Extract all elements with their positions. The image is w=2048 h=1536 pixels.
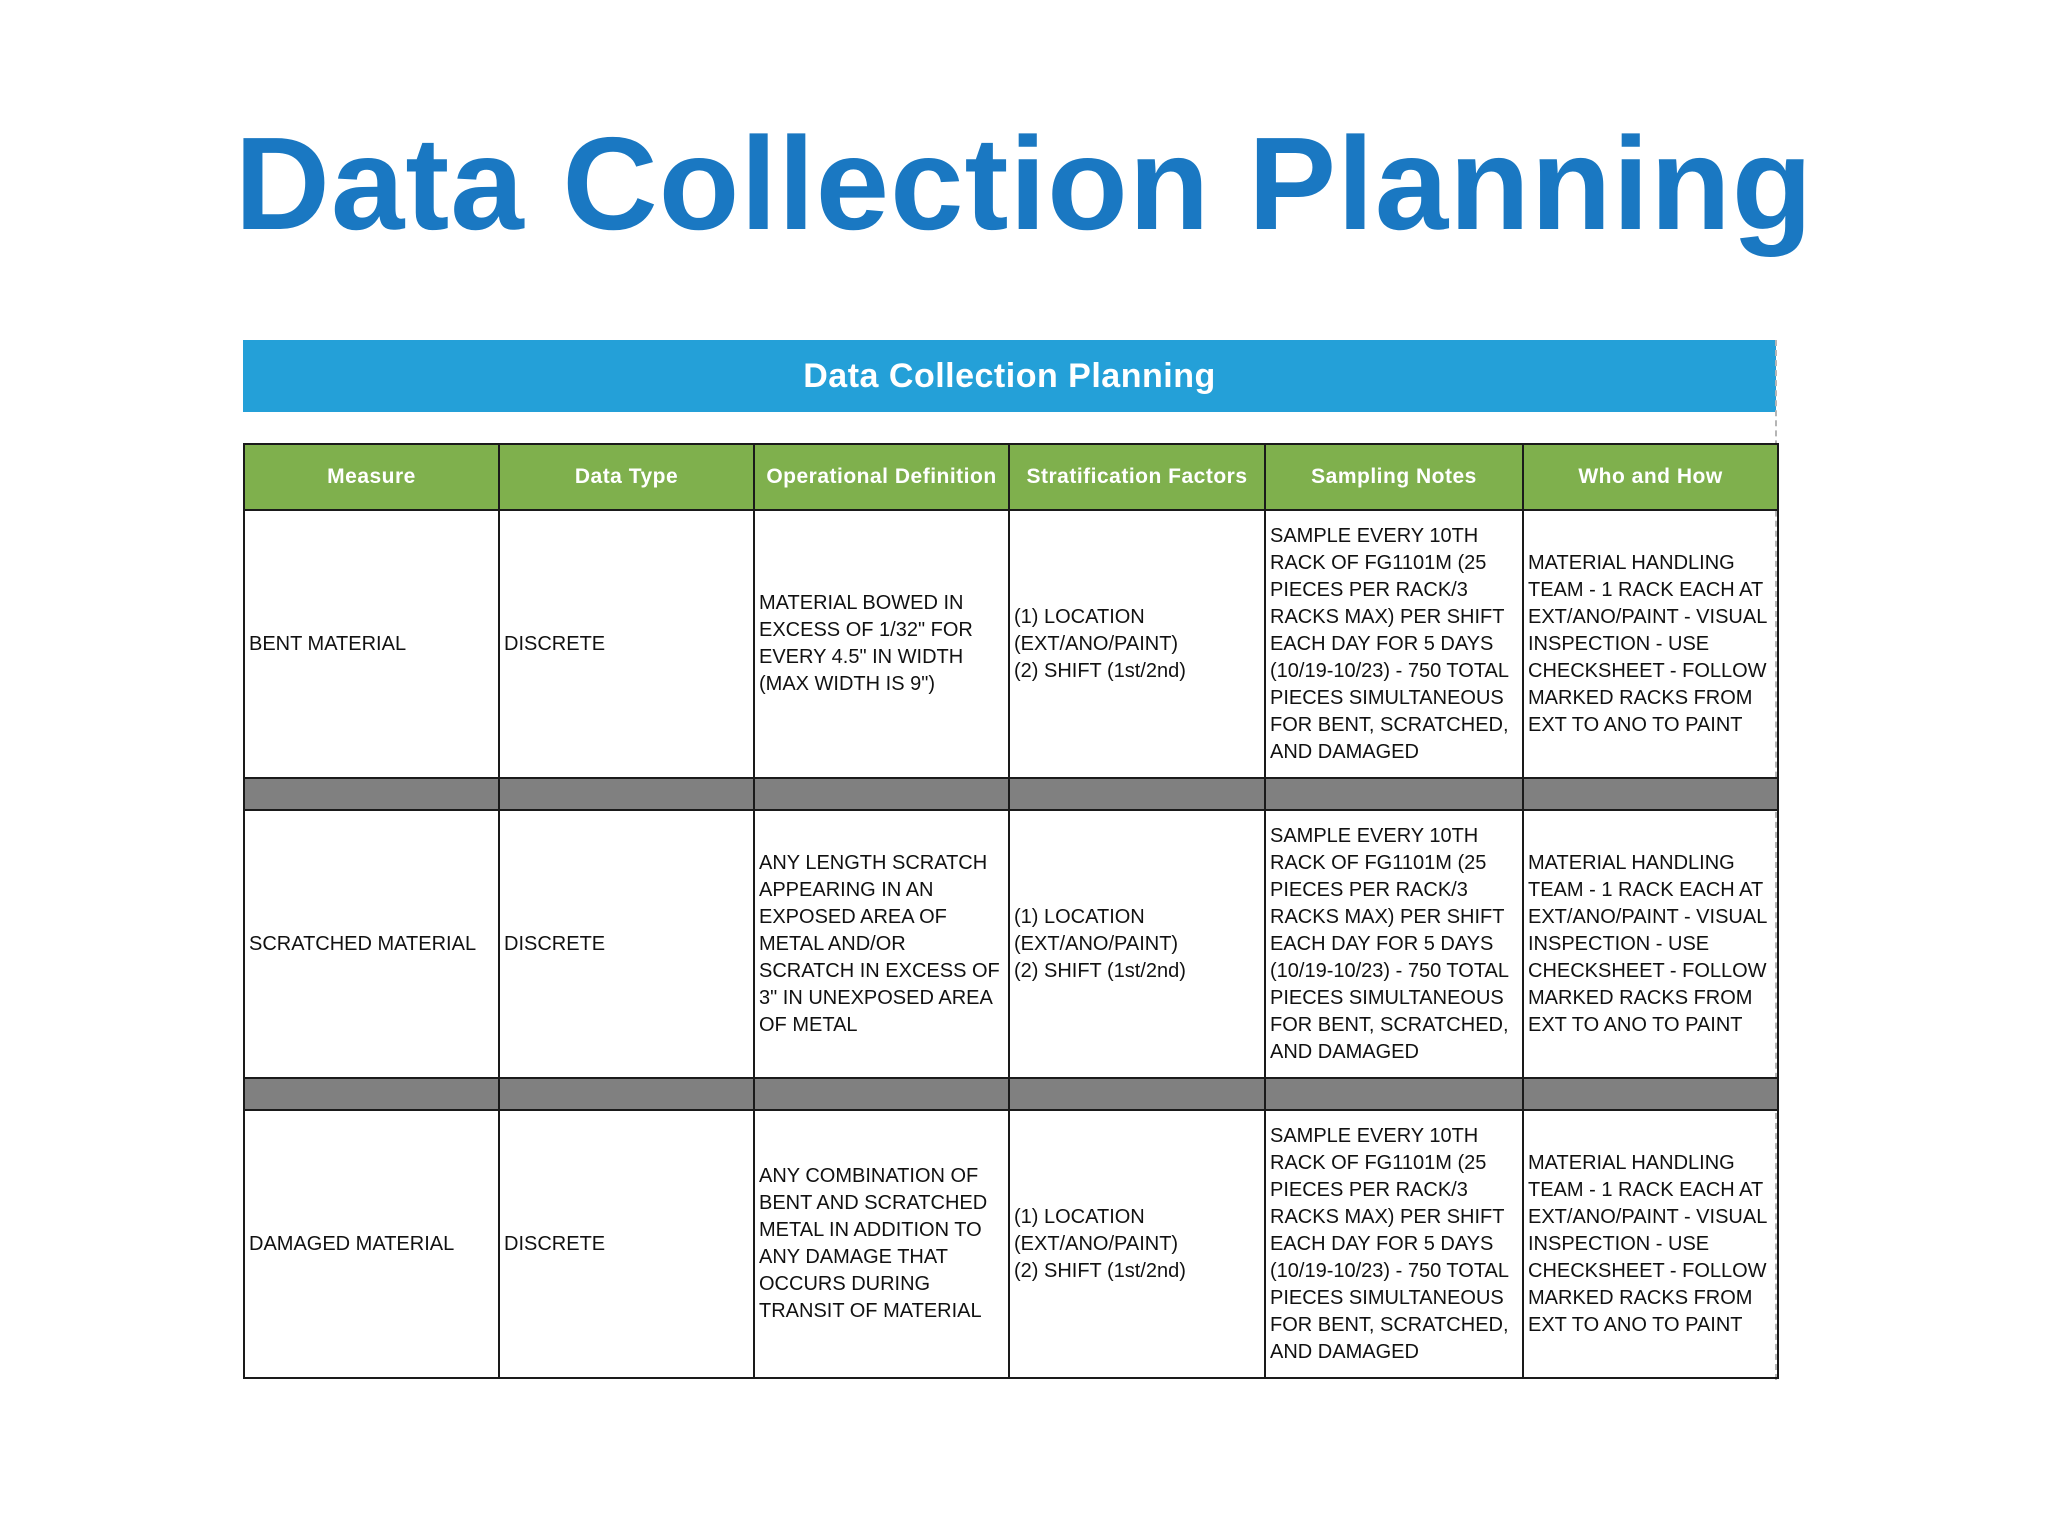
cell-data-type: DISCRETE	[499, 1110, 754, 1378]
cell-operational-definition: ANY LENGTH SCRATCH APPEARING IN AN EXPOSED AREA OF METAL AND/OR SCRATCH IN EXCESS OF 3" IN UNEXPOSED AREA OF METAL	[754, 810, 1009, 1078]
header-operational-definition: Operational Definition	[754, 444, 1009, 510]
cell-operational-definition: ANY COMBINATION OF BENT AND SCRATCHED METAL IN ADDITION TO ANY DAMAGE THAT OCCURS DURING TRANSIT OF MATERIAL	[754, 1110, 1009, 1378]
header-measure: Measure	[244, 444, 499, 510]
table-header-row	[244, 444, 1778, 510]
cell-data-type: DISCRETE	[499, 810, 754, 1078]
cell-who-and-how: MATERIAL HANDLING TEAM - 1 RACK EACH AT EXT/ANO/PAINT - VISUAL INSPECTION - USE CHECKSHEET - FOLLOW MARKED RACKS FROM EXT TO ANO TO PAINT	[1523, 510, 1778, 778]
data-collection-table	[243, 443, 1779, 1379]
cell-sampling-notes: SAMPLE EVERY 10TH RACK OF FG1101M (25 PIECES PER RACK/3 RACKS MAX) PER SHIFT EACH DAY FOR 5 DAYS (10/19-10/23) - 750 TOTAL PIECES SIMULTANEOUS FOR BENT, SCRATCHED, AND DAMAGED	[1265, 810, 1523, 1078]
cell-measure: BENT MATERIAL	[244, 510, 499, 778]
header-stratification-factors: Stratification Factors	[1009, 444, 1265, 510]
cell-operational-definition: MATERIAL BOWED IN EXCESS OF 1/32" FOR EVERY 4.5" IN WIDTH (MAX WIDTH IS 9")	[754, 510, 1009, 778]
header-who-and-how: Who and How	[1523, 444, 1778, 510]
separator-row	[244, 778, 1778, 810]
table-banner: Data Collection Planning	[243, 340, 1776, 412]
cell-stratification: (1) LOCATION (EXT/ANO/PAINT) (2) SHIFT (1st/2nd)	[1009, 810, 1265, 1078]
header-data-type: Data Type	[499, 444, 754, 510]
table-row	[244, 1110, 1778, 1378]
cell-stratification: (1) LOCATION (EXT/ANO/PAINT) (2) SHIFT (1st/2nd)	[1009, 1110, 1265, 1378]
cell-stratification: (1) LOCATION (EXT/ANO/PAINT) (2) SHIFT (1st/2nd)	[1009, 510, 1265, 778]
separator-row	[244, 1078, 1778, 1110]
cell-measure: SCRATCHED MATERIAL	[244, 810, 499, 1078]
cell-data-type: DISCRETE	[499, 510, 754, 778]
cell-sampling-notes: SAMPLE EVERY 10TH RACK OF FG1101M (25 PIECES PER RACK/3 RACKS MAX) PER SHIFT EACH DAY FOR 5 DAYS (10/19-10/23) - 750 TOTAL PIECES SIMULTANEOUS FOR BENT, SCRATCHED, AND DAMAGED	[1265, 510, 1523, 778]
cell-measure: DAMAGED MATERIAL	[244, 1110, 499, 1378]
cell-who-and-how: MATERIAL HANDLING TEAM - 1 RACK EACH AT EXT/ANO/PAINT - VISUAL INSPECTION - USE CHECKSHEET - FOLLOW MARKED RACKS FROM EXT TO ANO TO PAINT	[1523, 1110, 1778, 1378]
header-sampling-notes: Sampling Notes	[1265, 444, 1523, 510]
cell-sampling-notes: SAMPLE EVERY 10TH RACK OF FG1101M (25 PIECES PER RACK/3 RACKS MAX) PER SHIFT EACH DAY FOR 5 DAYS (10/19-10/23) - 750 TOTAL PIECES SIMULTANEOUS FOR BENT, SCRATCHED, AND DAMAGED	[1265, 1110, 1523, 1378]
table-row	[244, 810, 1778, 1078]
cell-who-and-how: MATERIAL HANDLING TEAM - 1 RACK EACH AT EXT/ANO/PAINT - VISUAL INSPECTION - USE CHECKSHEET - FOLLOW MARKED RACKS FROM EXT TO ANO TO PAINT	[1523, 810, 1778, 1078]
page-title: Data Collection Planning	[234, 110, 1814, 257]
table-row	[244, 510, 1778, 778]
